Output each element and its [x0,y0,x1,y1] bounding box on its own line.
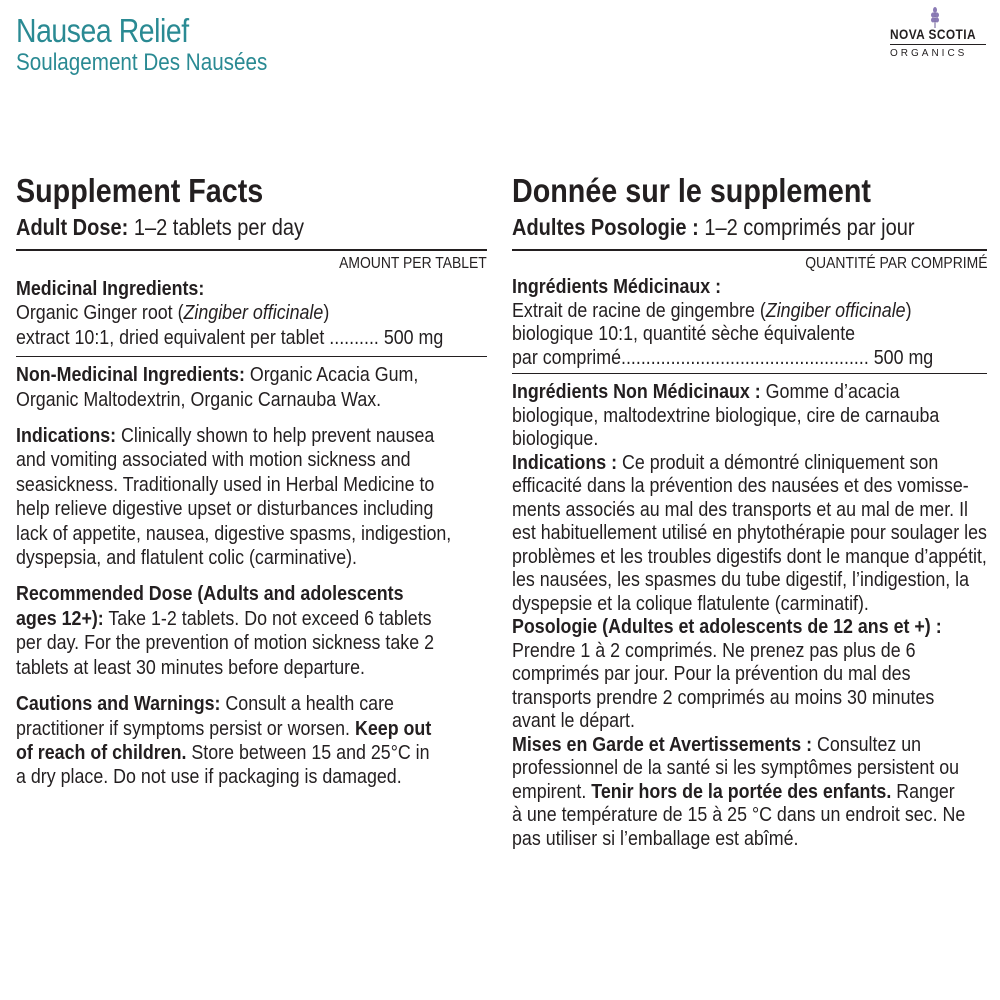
divider [512,373,987,374]
non-medicinal-ingredients-en: Non-Medicinal Ingredients: Organic Acacia Gum, Organic Maltodextrin, Organic Carnauba Wax. [16,363,419,411]
divider [16,356,487,357]
heading-fr: Donnée sur le supplement [512,172,871,209]
medicinal-ingredients-fr: Ingrédients Médicinaux : Extrait de racine de gingembre (Zingiber officinale) biologique 10:1, quantité sèche équivalente par comprimé.................................................. 500 mg [512,275,934,369]
logo-divider [890,44,986,45]
indications-en: Indications: Clinically shown to help prevent nausea and vomiting associated with motion sickness and seasickness. Traditionally used in Herbal Medicine to help relieve digestive upset or disturbances including lack of appetite, nausea, digestive spasms, indigestion, dyspepsia, and flatulent colic (carminative). [16,424,452,570]
recommended-dose-en: Recommended Dose (Adults and adolescents ages 12+): Take 1-2 tablets. Do not exceed 6 tablets per day. For the prevention of motion sickness take 2 tablets at least 30 minutes before departure. [16,582,435,679]
non-medicinal-ingredients-fr: Ingrédients Non Médicinaux : Gomme d’acacia biologique, maltodextrine biologique, cire de carnauba biologique. [512,380,940,450]
heading-en: Supplement Facts [16,172,264,209]
supplement-facts-fr [512,172,987,850]
adult-dose-en: Adult Dose: 1–2 tablets per day [16,214,305,240]
divider [16,249,487,251]
warnings-fr: Mises en Garde et Avertissements : Consultez un professionnel de la santé si les symptômes persistent ou empirent. Tenir hors de la portée des enfants. Ranger à une température de 15 à 25 °C dans un endroit sec. Ne pas utiliser si l’emballage est abîmé. [512,732,966,850]
amount-header-en: AMOUNT PER TABLET [339,255,487,272]
medicinal-ingredients-en: Medicinal Ingredients: Organic Ginger root (Zingiber officinale) extract 10:1, dried equivalent per tablet .......... 500 mg [16,277,444,349]
indications-fr: Indications : Ce produit a démontré cliniquement son efficacité dans la prévention des nausées et des vomisse- ments associés au mal des transports et au mal de mer. Il est habituellement utilisé en phytothérapie pour soulager les problèmes et les troubles digestifs dont le manque d’appétit, les nausées, les spasmes du tube digestif, l’indigestion, la dyspepsie et la colique flatulente (carminatif). [512,450,987,615]
divider [512,249,987,251]
logo-subtitle: ORGANICS [890,48,968,59]
product-title-en: Nausea Relief [16,12,189,49]
brand-logo [888,8,988,64]
product-title-fr: Soulagement Des Nausées [16,49,268,76]
supplement-facts-en [16,172,487,790]
product-header [16,14,308,75]
cautions-warnings-en: Cautions and Warnings: Consult a health care practitioner if symptoms persist or worsen. Keep out of reach of children. Store between 15 and 25°C in a dry place. Do not use if packaging is damaged. [16,692,432,789]
amount-header-fr: QUANTITÉ PAR COMPRIMÉ [804,255,987,272]
lavender-icon [928,6,942,28]
dosage-fr: Posologie (Adultes et adolescents de 12 ans et +) : Prendre 1 à 2 comprimés. Ne prenez pas plus de 6 comprimés par jour. Pour la prévention du mal des transports prendre 2 comprimés au moins 30 minutes avant le départ. [512,615,942,732]
adult-dose-fr: Adultes Posologie : 1–2 comprimés par jour [512,214,915,240]
logo-name: NOVA SCOTIA [890,26,976,42]
